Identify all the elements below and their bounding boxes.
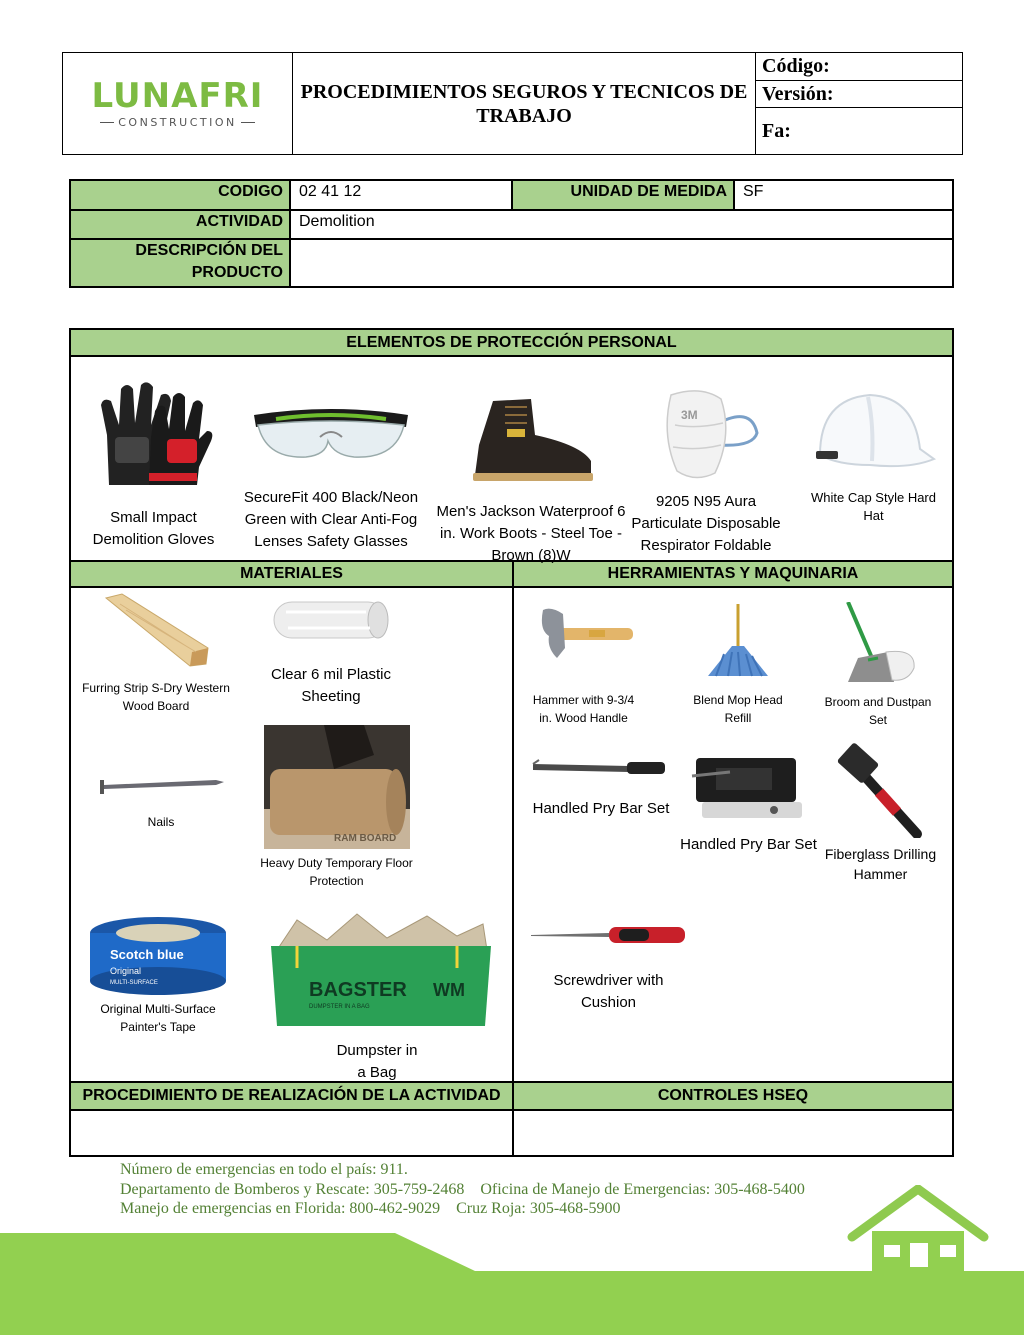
codigo-label: Código:: [756, 53, 962, 81]
epp-label-gloves: Small Impact Demolition Gloves: [92, 509, 215, 548]
material-item-plastic: [251, 592, 411, 708]
hard-hat-icon: [810, 385, 938, 475]
materiales-heading: MATERIALES: [71, 562, 512, 586]
tool-label-hammer: Hammer with 9-3/4 in. Wood Handle: [532, 693, 635, 725]
pry-bar-icon: [531, 750, 671, 786]
actividad-field-label: ACTIVIDAD: [71, 211, 291, 238]
hammer-icon: [529, 600, 639, 690]
material-item-wood: [81, 592, 231, 715]
screwdriver-icon: [529, 920, 689, 950]
dumpster-brand2: WM: [433, 980, 465, 1000]
mop-icon: [698, 602, 778, 682]
epp-label-glasses: SecureFit 400 Black/Neon Green with Clear Anti-Fog Lenses Safety Glasses: [243, 489, 419, 550]
epp-item-hardhat: [801, 385, 946, 525]
plastic-sheeting-icon: [266, 592, 396, 652]
dumpster-bag-icon: [257, 910, 497, 1030]
material-item-nails: [91, 770, 231, 832]
epp-label-respirator: 9205 N95 Aura Particulate Disposable Respirator Foldable: [631, 493, 781, 554]
epp-item-respirator: [626, 385, 786, 557]
sledgehammer-icon: [831, 742, 931, 838]
footer-band: [0, 1185, 1024, 1335]
unidad-field-label: UNIDAD DE MEDIDA: [513, 181, 735, 209]
fa-label: Fa:: [762, 119, 791, 142]
controles-body: [514, 1111, 952, 1157]
respirator-icon: [651, 385, 761, 485]
dumpster-brand-sub: DUMPSTER IN A BAG: [309, 1004, 370, 1010]
codigo-field-value: 02 41 12: [291, 181, 513, 209]
descripcion-field-value: [291, 240, 307, 286]
tool-item-hammer: [526, 600, 641, 727]
epp-item-boots: [436, 395, 626, 567]
material-item-floor: [259, 725, 414, 890]
tool-label-mop: Blend Mop Head Refill: [693, 693, 783, 725]
tape-brand-sub2: MULTI-SURFACE: [110, 980, 158, 986]
tool-item-mop: [683, 602, 793, 727]
broom-icon: [838, 602, 918, 682]
emergency-line-3: Manejo de emergencias en Florida: 800-462-9029 Cruz Roja: 305-468-5900: [120, 1200, 621, 1217]
respirator-brand: 3M: [681, 408, 698, 422]
tool-label-prybar: Handled Pry Bar Set: [532, 800, 670, 817]
material-label-nails: Nails: [147, 815, 175, 829]
tool-label-screwdriver: Screwdriver with Cushion: [553, 972, 664, 1011]
logo-wordmark: LUNAFRI: [91, 75, 264, 116]
document-header: [62, 52, 963, 155]
material-item-tape: [83, 915, 233, 1036]
descripcion-field-label: DESCRIPCIÓN DEL PRODUCTO: [71, 240, 291, 286]
controles-heading: CONTROLES HSEQ: [514, 1083, 952, 1109]
epp-item-gloves: [81, 375, 226, 551]
material-label-dumpster: Dumpster in a Bag: [336, 1042, 418, 1081]
dumpster-brand: BAGSTER: [309, 979, 407, 1001]
document-title: PROCEDIMIENTOS SEGUROS Y TECNICOS DE TRABAJO: [293, 53, 756, 154]
tool-label-sledgehammer: Fiberglass Drilling Hammer: [824, 846, 937, 882]
epp-label-boots: Men's Jackson Waterproof 6 in. Work Boots - Steel Toe - Brown (8)W: [436, 503, 626, 564]
version-label: Versión:: [756, 81, 962, 108]
tool-item-screwdriver: [526, 920, 691, 1014]
emergency-line-2: Departamento de Bomberos y Rescate: 305-759-2468 Oficina de Manejo de Emergencias: 305-468-5400: [120, 1180, 805, 1198]
glove-icon: [89, 375, 219, 495]
emergency-line-1: Número de emergencias en todo el país: 911.: [120, 1161, 408, 1178]
actividad-field-value: Demolition: [299, 213, 375, 230]
nail-icon: [96, 770, 226, 800]
codigo-field-label: CODIGO: [71, 181, 291, 209]
tape-brand: Scotch blue: [110, 947, 184, 962]
epp-heading: ELEMENTOS DE PROTECCIÓN PERSONAL: [71, 330, 952, 355]
safety-sheet-grid: [69, 328, 954, 1157]
tool-item-broom: [823, 602, 933, 729]
activity-info-table: [69, 179, 954, 288]
painters-tape-icon: [88, 915, 228, 995]
logo-subtitle: CONSTRUCTION: [118, 115, 237, 129]
epp-label-hardhat: White Cap Style Hard Hat: [811, 490, 936, 523]
company-logo: [63, 53, 293, 154]
material-label-wood: Furring Strip S-Dry Western Wood Board: [82, 681, 230, 713]
tape-brand-sub: Original: [110, 966, 142, 976]
tool-label-demolition-hammer: Handled Pry Bar Set: [680, 836, 817, 853]
demolition-hammer-icon: [690, 748, 808, 822]
tool-item-sledgehammer: [823, 742, 938, 884]
epp-item-glasses: [236, 395, 426, 553]
tool-item-prybar: [531, 750, 671, 820]
document-meta: [756, 53, 962, 154]
herramientas-heading: HERRAMIENTAS Y MAQUINARIA: [514, 562, 952, 586]
floor-protection-icon: [264, 725, 410, 849]
svg-text:RAM BOARD: RAM BOARD: [333, 833, 396, 844]
tool-item-demolition-hammer: [676, 748, 821, 856]
tool-label-broom: Broom and Dustpan Set: [824, 695, 932, 727]
procedimiento-body: [71, 1111, 512, 1157]
material-label-tape: Original Multi-Surface Painter's Tape: [100, 1002, 216, 1034]
safety-glasses-icon: [246, 395, 416, 475]
wood-board-icon: [96, 592, 216, 672]
material-label-plastic: Clear 6 mil Plastic Sheeting: [270, 666, 392, 705]
unidad-field-value: SF: [743, 183, 764, 200]
work-boot-icon: [461, 395, 601, 487]
material-label-floor: Heavy Duty Temporary Floor Protection: [260, 856, 413, 888]
procedimiento-heading: PROCEDIMIENTO DE REALIZACIÓN DE LA ACTIVIDAD: [71, 1083, 512, 1109]
material-item-dumpster: [257, 910, 497, 1084]
